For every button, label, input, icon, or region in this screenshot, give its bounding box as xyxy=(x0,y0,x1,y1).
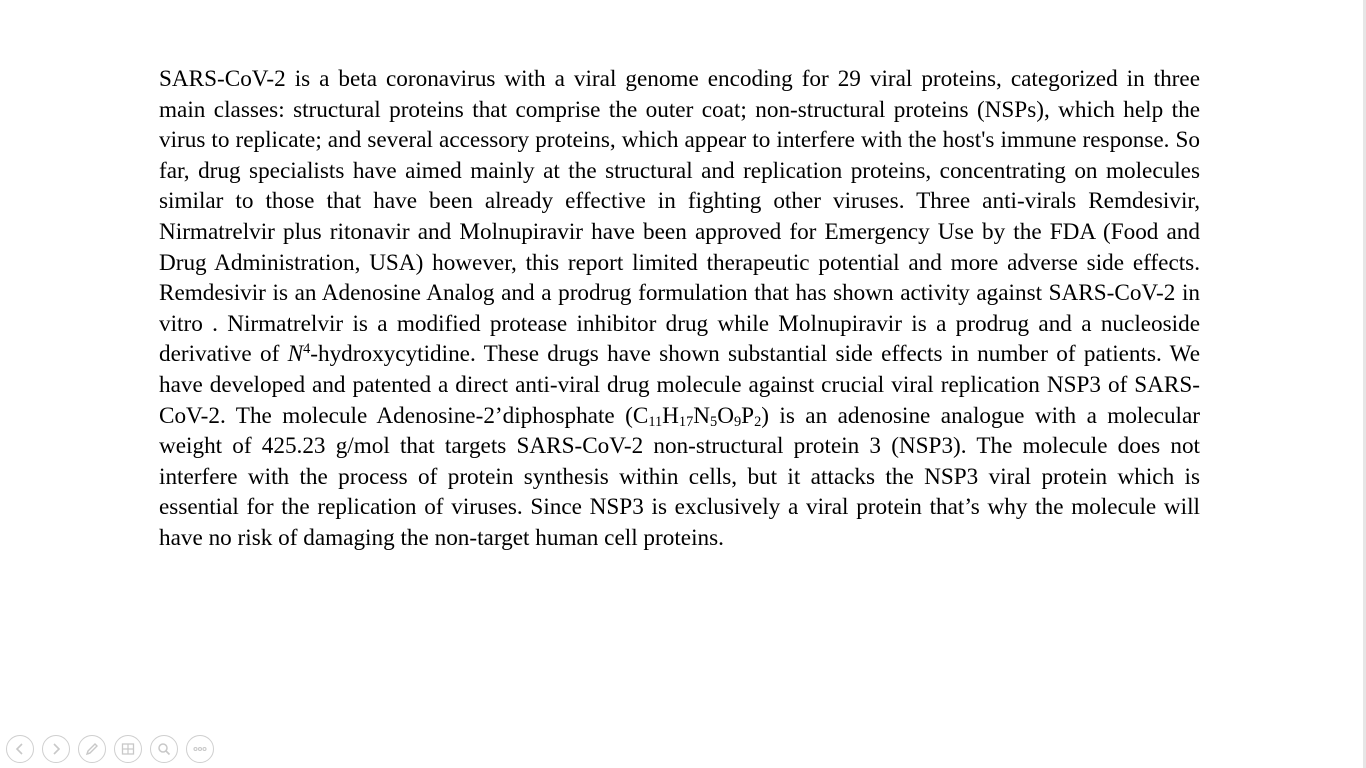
formula-h: H xyxy=(662,402,679,429)
previous-slide-icon xyxy=(13,742,27,756)
more-options-icon xyxy=(192,741,208,757)
formula-h-count: 17 xyxy=(678,413,694,430)
see-all-slides-icon xyxy=(120,741,136,757)
pen-icon xyxy=(84,741,100,757)
chemical-formula xyxy=(633,403,761,429)
more-options-button[interactable] xyxy=(186,735,214,763)
formula-n-count: 5 xyxy=(710,413,718,430)
paragraph-text-part-1: SARS-CoV-2 is a beta coronavirus with a viral genome encoding for 29 viral proteins, categorized in three main classes: structural proteins that comprise the outer coat; non-structural proteins (NSPs), which help the virus to replicate; and several accessory proteins, which appear to interfere with the host's immune response. So far, drug specialists have aimed mainly at the structural and replication proteins, concentrating on molecules similar to those that have been already effective in fighting other viruses. Three anti-virals Remdesivir, Nirmatrelvir plus ritonavir and Molnupiravir have been approved for Emergency Use by the FDA (Food and Drug Administration, USA) however, this report limited therapeutic potential and more adverse side effects. Remdesivir is an Adenosine Analog and a prodrug formulation that has shown activity against SARS-CoV-2 in vitro . Nirmatrelvir is a modified protease inhibitor drug while Molnupiravir is a prodrug and a nucleoside derivative of xyxy=(159,66,1200,368)
formula-c: C xyxy=(632,402,649,429)
slideshow-nav-toolbar xyxy=(6,735,214,763)
formula-c-count: 11 xyxy=(648,413,663,430)
zoom-icon xyxy=(156,741,172,757)
body-paragraph xyxy=(159,64,1200,554)
formula-p: P xyxy=(741,402,755,429)
formula-n: N xyxy=(693,402,711,429)
paragraph-text-part-3: ) is an adenosine analogue with a molecular weight of 425.23 g/mol that targets SARS-CoV-2 non-structural protein 3 (NSP3). The molecule does not interfere with the process of protein synthesis within cells, but it attacks the NSP3 viral protein which is essential for the replication of viruses. Since NSP3 is exclusively a viral protein that’s why the molecule will have no risk of damaging the non-target human cell proteins. xyxy=(159,402,1200,551)
formula-o: O xyxy=(717,402,734,429)
pen-tool-button[interactable] xyxy=(78,735,106,763)
slide-text-box xyxy=(159,64,1200,554)
previous-slide-button[interactable] xyxy=(6,735,34,763)
next-slide-icon xyxy=(49,742,63,756)
paragraph-text-part-2: -hydroxycytidine. These drugs have shown substantial side effects in number of patients. We have developed and patented a direct anti-viral drug molecule against crucial viral replication NSP3 of SARS-CoV-2. The molecule Adenosine-2’diphosphate ( xyxy=(159,341,1200,429)
zoom-button[interactable] xyxy=(150,735,178,763)
n4-letter: N xyxy=(287,341,304,368)
formula-o-count: 9 xyxy=(733,413,742,430)
n4-superscript: 4 xyxy=(303,341,311,358)
next-slide-button[interactable] xyxy=(42,735,70,763)
formula-p-count: 2 xyxy=(754,413,762,430)
see-all-slides-button[interactable] xyxy=(114,735,142,763)
